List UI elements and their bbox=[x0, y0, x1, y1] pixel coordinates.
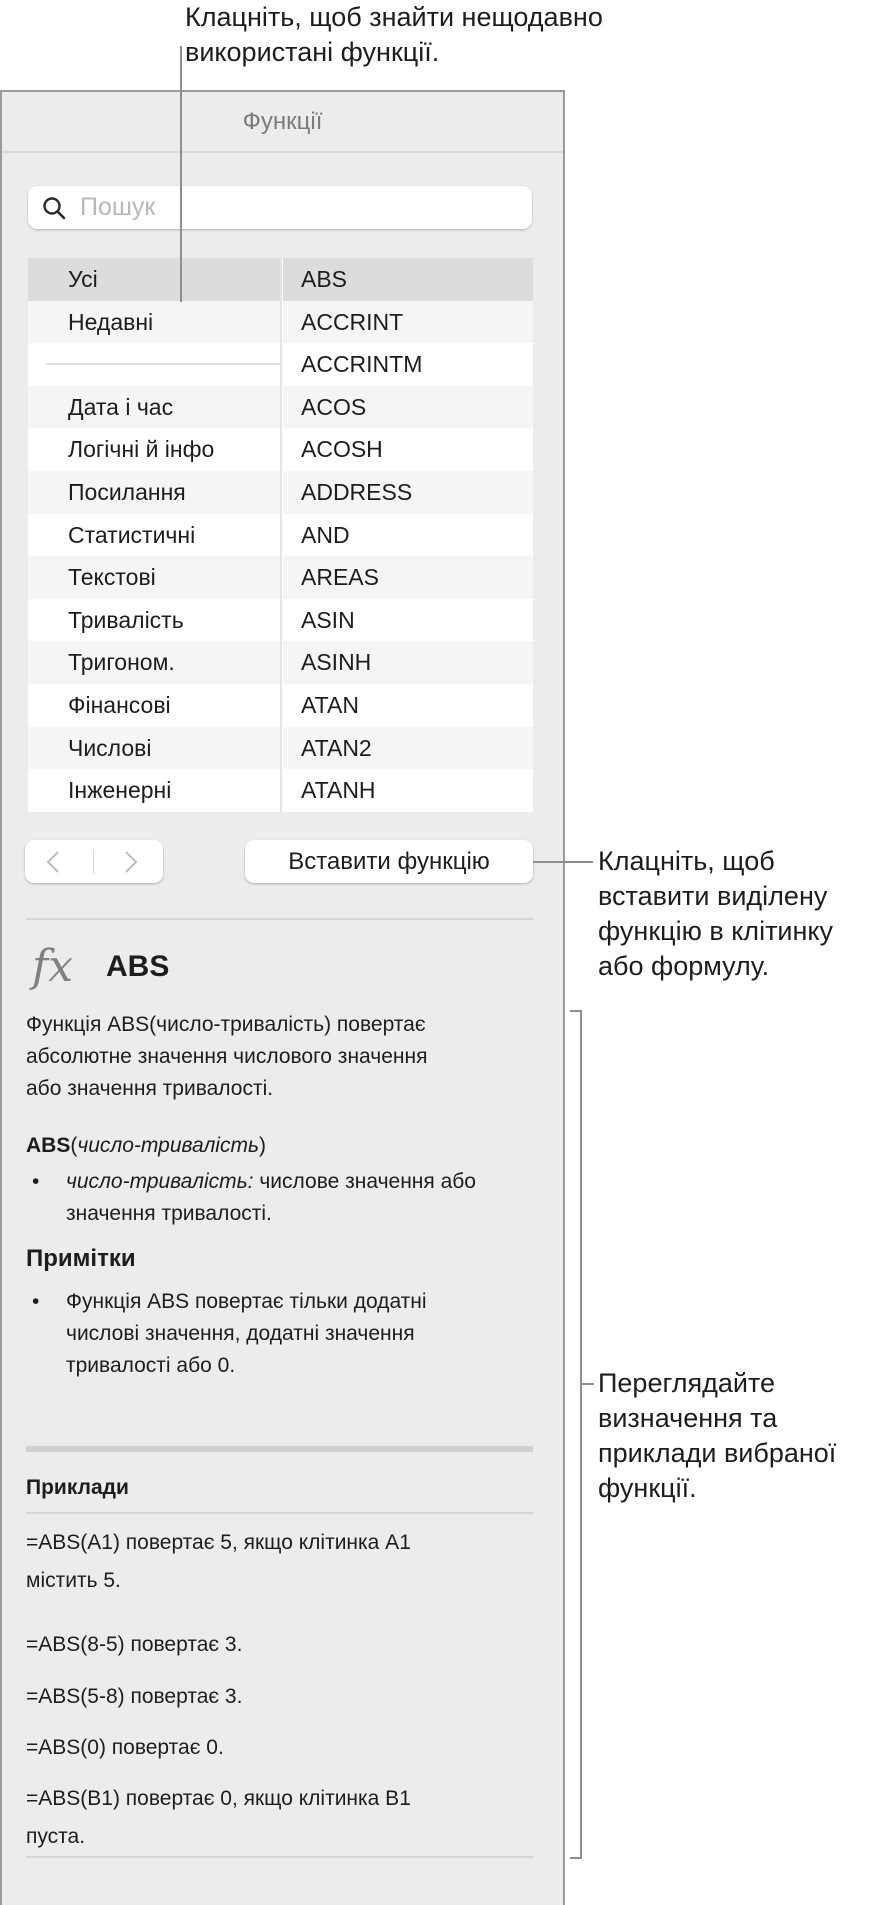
argument-text: числове значення або bbox=[259, 1170, 476, 1193]
search-field[interactable] bbox=[28, 186, 532, 229]
function-description bbox=[26, 1009, 536, 1105]
category-item-recent[interactable]: Недавні bbox=[28, 301, 280, 344]
notes-line: тривалості або 0. bbox=[66, 1354, 236, 1377]
callout-leader-insert bbox=[533, 861, 593, 863]
category-item[interactable]: Текстові bbox=[28, 556, 280, 599]
paren-close: ) bbox=[259, 1134, 267, 1157]
examples-heading: Приклади bbox=[26, 1476, 129, 1499]
function-item[interactable]: ACCRINT bbox=[283, 301, 533, 344]
function-item[interactable]: AREAS bbox=[283, 556, 533, 599]
table-row bbox=[28, 471, 533, 514]
category-item[interactable]: Дата і час bbox=[28, 386, 280, 429]
callout-line: функцію в клітинку bbox=[598, 916, 834, 946]
callout-leader-recent bbox=[180, 46, 182, 302]
divider bbox=[26, 1512, 533, 1514]
callout-line: вставити виділену bbox=[598, 881, 828, 911]
search-icon bbox=[42, 196, 66, 220]
paren-open: ( bbox=[70, 1134, 78, 1157]
category-item[interactable]: Фінансові bbox=[28, 684, 280, 727]
callout-bracket-bottom bbox=[570, 1857, 582, 1859]
description-line: абсолютне значення числового значення bbox=[26, 1045, 428, 1068]
argument-name: число-тривалість: bbox=[66, 1170, 254, 1193]
callout-line: або формулу. bbox=[598, 951, 770, 981]
category-item[interactable]: Інженерні bbox=[28, 769, 280, 812]
category-item[interactable]: Логічні й інфо bbox=[28, 428, 280, 471]
table-row bbox=[28, 514, 533, 557]
notes-text bbox=[66, 1286, 536, 1382]
history-nav-control bbox=[25, 840, 163, 883]
chevron-left-icon[interactable] bbox=[43, 850, 65, 874]
bullet-icon: • bbox=[32, 1170, 40, 1193]
example-line: =ABS(A1) повертає 5, якщо клітинка A1 bbox=[26, 1531, 411, 1554]
example-item bbox=[26, 1524, 536, 1600]
example-item: =ABS(5-8) повертає 3. bbox=[26, 1685, 243, 1708]
example-item bbox=[26, 1780, 536, 1856]
category-item[interactable]: Статистичні bbox=[28, 514, 280, 557]
callout-bracket-tick bbox=[582, 1383, 594, 1385]
insert-function-button[interactable]: Вставити функцію bbox=[245, 840, 533, 883]
chevron-right-icon[interactable] bbox=[119, 850, 141, 874]
search-input[interactable] bbox=[80, 186, 510, 229]
notes-heading: Примітки bbox=[26, 1245, 136, 1272]
table-row bbox=[28, 343, 533, 386]
callout-insert-function bbox=[598, 844, 833, 984]
category-item[interactable]: Тригоном. bbox=[28, 641, 280, 684]
function-item[interactable]: AND bbox=[283, 514, 533, 557]
callout-line: використані функції. bbox=[185, 37, 440, 67]
category-item[interactable]: Числові bbox=[28, 727, 280, 770]
bullet-icon: • bbox=[32, 1290, 40, 1313]
table-row bbox=[28, 428, 533, 471]
description-line: Функція ABS(число-тривалість) повертає bbox=[26, 1013, 426, 1036]
syntax-name: ABS bbox=[26, 1134, 71, 1157]
table-row bbox=[28, 641, 533, 684]
example-item: =ABS(0) повертає 0. bbox=[26, 1736, 224, 1759]
example-line: пуста. bbox=[26, 1825, 86, 1848]
table-row bbox=[28, 727, 533, 770]
function-item[interactable]: ATANH bbox=[283, 769, 533, 812]
function-item[interactable]: ATAN bbox=[283, 684, 533, 727]
syntax-args: число-тривалість bbox=[77, 1134, 260, 1157]
notes-line: числові значення, додатні значення bbox=[66, 1322, 415, 1345]
example-line: =ABS(B1) повертає 0, якщо клітинка B1 bbox=[26, 1787, 411, 1810]
callout-line: Клацніть, щоб знайти нещодавно bbox=[185, 2, 603, 32]
description-line: або значення тривалості. bbox=[26, 1077, 274, 1100]
callout-line: приклади вибраної bbox=[598, 1438, 837, 1468]
function-item[interactable]: ATAN2 bbox=[283, 727, 533, 770]
table-row bbox=[28, 386, 533, 429]
callout-line: Клацніть, щоб bbox=[598, 846, 775, 876]
function-item[interactable]: ASINH bbox=[283, 641, 533, 684]
function-item[interactable]: ASIN bbox=[283, 599, 533, 642]
table-row bbox=[28, 684, 533, 727]
section-divider bbox=[26, 1446, 533, 1452]
fx-icon: fx bbox=[32, 941, 74, 992]
notes-line: Функція ABS повертає тільки додатні bbox=[66, 1290, 427, 1313]
function-item[interactable]: ACOS bbox=[283, 386, 533, 429]
table-row bbox=[28, 556, 533, 599]
separator-line bbox=[46, 363, 280, 365]
functions-panel bbox=[0, 90, 565, 1905]
divider bbox=[26, 918, 533, 920]
callout-view-details bbox=[598, 1366, 836, 1506]
function-name: ABS bbox=[106, 950, 170, 983]
function-item[interactable]: ACOSH bbox=[283, 428, 533, 471]
category-item[interactable]: Тривалість bbox=[28, 599, 280, 642]
example-line: містить 5. bbox=[26, 1569, 121, 1592]
category-separator bbox=[28, 343, 280, 386]
panel-title: Функції bbox=[2, 92, 563, 153]
example-item: =ABS(8-5) повертає 3. bbox=[26, 1633, 243, 1656]
segment-divider bbox=[93, 850, 94, 874]
table-row bbox=[28, 258, 533, 301]
category-item-all[interactable]: Усі bbox=[28, 258, 280, 301]
category-item[interactable]: Посилання bbox=[28, 471, 280, 514]
callout-recent-functions bbox=[185, 0, 603, 70]
function-browser-table bbox=[28, 258, 533, 812]
function-item[interactable]: ADDRESS bbox=[283, 471, 533, 514]
callout-line: Переглядайте bbox=[598, 1368, 776, 1398]
function-item[interactable]: ACCRINTM bbox=[283, 343, 533, 386]
argument-text: значення тривалості. bbox=[66, 1202, 272, 1225]
table-row bbox=[28, 599, 533, 642]
callout-bracket bbox=[580, 1010, 582, 1859]
function-syntax bbox=[26, 1130, 536, 1162]
divider bbox=[26, 1856, 533, 1858]
table-row bbox=[28, 769, 533, 812]
table-row bbox=[28, 301, 533, 344]
callout-line: визначення та bbox=[598, 1403, 778, 1433]
function-item[interactable]: ABS bbox=[283, 258, 533, 301]
callout-line: функції. bbox=[598, 1473, 697, 1503]
argument-description bbox=[66, 1166, 536, 1230]
